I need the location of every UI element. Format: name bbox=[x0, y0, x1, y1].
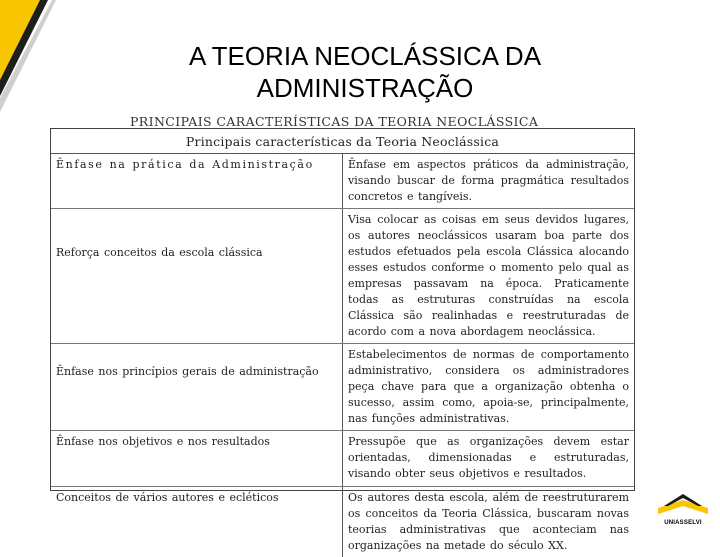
characteristics-table-container bbox=[50, 128, 635, 491]
description-cell: Ênfase em aspectos práticos da administração, visando buscar de forma pragmática resultados concretos e tangíveis. bbox=[343, 154, 635, 209]
characteristics-table bbox=[51, 129, 634, 557]
description-cell: Pressupõe que as organizações devem estar orientadas, dimensionadas e estruturadas, visando obter seus objetivos e resultados. bbox=[343, 431, 635, 487]
table-row bbox=[51, 154, 634, 209]
table-header-row bbox=[51, 129, 634, 154]
feature-cell: Ênfase nos objetivos e nos resultados bbox=[51, 431, 343, 487]
table-row bbox=[51, 487, 634, 557]
uniasselvi-logo bbox=[648, 488, 718, 540]
page-title: A TEORIA NEOCLÁSSICA DA ADMINISTRAÇÃO bbox=[100, 40, 630, 104]
table-header: Principais características da Teoria Neoclássica bbox=[51, 129, 634, 154]
feature-cell bbox=[51, 209, 343, 344]
feature-cell bbox=[51, 344, 343, 431]
description-cell: Estabelecimentos de normas de comportamento administrativo, considera os administradores peça chave para que a organização obtenha o sucesso, assim como, apoia-se, principalmente, nas funções administrativas. bbox=[343, 344, 635, 431]
table-row bbox=[51, 344, 634, 431]
description-cell: Os autores desta escola, além de reestruturarem os conceitos da Teoria Clássica, buscaram novas teorias administrativas que aconteciam nas organizações na metade do século XX. bbox=[343, 487, 635, 557]
book-icon bbox=[648, 488, 718, 520]
table-row bbox=[51, 209, 634, 344]
table-caption: PRINCIPAIS CARACTERÍSTICAS DA TEORIA NEOCLÁSSICA bbox=[130, 112, 510, 126]
logo-text: UNIASSELVI bbox=[648, 520, 718, 526]
feature-cell: Conceitos de vários autores e ecléticos bbox=[51, 487, 343, 557]
table-row bbox=[51, 431, 634, 487]
description-cell: Visa colocar as coisas em seus devidos lugares, os autores neoclássicos usaram boa parte dos estudos efetuados pela escola Clássica alocando esses estudos conforme o momento pelo qual as empresas passavam na época. Praticamente todas as estruturas construídas na escola Clássica são realinhadas e reestruturadas de acordo com a nova abordagem neoclássica. bbox=[343, 209, 635, 344]
feature-cell: Ênfase na prática da Administração bbox=[51, 154, 343, 209]
corner-decoration bbox=[0, 0, 60, 120]
feature-text: Ênfase nos princípios gerais de administração bbox=[56, 365, 319, 378]
feature-text: Reforça conceitos da escola clássica bbox=[56, 246, 263, 259]
